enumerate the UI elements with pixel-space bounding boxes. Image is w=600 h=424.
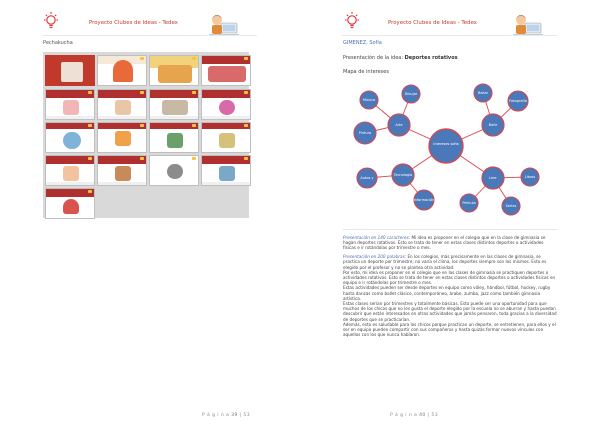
node-label: Baile — [488, 123, 498, 127]
paragraph-lead: Presentación en 140 caracteres: — [343, 235, 411, 240]
center-label: Intereses sofia — [433, 142, 459, 146]
node-label: Información — [413, 198, 435, 202]
slide-thumbnail[interactable] — [45, 155, 95, 186]
node-label: Libros — [524, 175, 536, 179]
page-footer: P á g i n a 39 | 53 — [202, 413, 251, 418]
slide-thumbnail[interactable] — [149, 89, 199, 120]
mind-map-center-node — [429, 129, 463, 163]
paragraph-text: Por esto, mi idea es proponer en el colegio que en las clases de gimnasia se practiquen deportes o actividades rotativas. Esto se trata de tener en estas clases distintos deportes o actividades físicas en equipo e ir rotándolas por trimestre o mes. — [343, 269, 556, 286]
slide-thumbnail[interactable] — [45, 89, 95, 120]
slide-thumbnail[interactable] — [201, 155, 251, 186]
page-footer: P á g i n a 40 | 53 — [390, 413, 439, 418]
paragraph-200 — [343, 254, 557, 270]
mind-map-node-musica — [360, 91, 378, 109]
slide-thumbnail[interactable] — [149, 122, 199, 153]
lightbulb-icon — [42, 11, 60, 31]
slide-thumbnail[interactable] — [97, 155, 147, 186]
node-label: Series — [505, 204, 517, 208]
node-label: Leer — [489, 176, 497, 180]
node-label: Bailar — [477, 91, 489, 95]
mind-map-node-pintura — [354, 122, 376, 144]
mind-map-node-leer — [482, 167, 504, 189]
text-divider — [343, 229, 557, 230]
slide-thumbnail[interactable] — [201, 89, 251, 120]
slide-thumbnail[interactable] — [201, 55, 251, 86]
mind-map-node-baile — [482, 114, 504, 136]
section-label: Pechakucha — [43, 40, 73, 46]
paragraph-text: Mi idea es proponer en el colegio que en la clase de gimnasia se hagan deportes rotativos. Esto se trata de tener en estas clases distintos deportes o actividades físicas e ir rotándolas por trimestre o mes. — [343, 235, 546, 251]
body-text — [343, 235, 557, 337]
slide-thumbnail[interactable] — [45, 122, 95, 153]
presentation-prefix: Presentación de la idea: — [343, 55, 405, 61]
header-title: Proyecto Clubes de Ideas - Tedex — [89, 20, 178, 26]
mind-map-node-fotografia — [508, 91, 528, 111]
paragraph-200-cont — [343, 322, 557, 338]
paragraph-text: Además, esto es saludable para los chicos porque practican un deporte, se entretienen, para ellos y el ser en equipo pueden compartir con sus compañeros y hasta quizás formar nuevos vínculos con aquellos con los que nunca hablaron. — [343, 321, 556, 338]
slide-thumbnail[interactable] — [201, 122, 251, 153]
student-computer-illustration — [207, 10, 241, 38]
paragraph-text: Estas actividades pueden ser desde deportes en equipo como vóley, hándbol, fútbol, hockey, rugby hasta danzas como ballet clásico, contemporáneo, árabe, zumba, jazz como también gimnasia artística. — [343, 285, 551, 301]
mind-map-node-tecnologia — [392, 164, 414, 186]
mind-map-node-arte — [388, 114, 410, 136]
mind-map-node-informacion — [414, 190, 435, 210]
node-label: Dibujar — [404, 92, 418, 96]
slide-thumbnail[interactable] — [97, 89, 147, 120]
header-divider — [42, 35, 257, 36]
mind-map-node-dibujar — [402, 85, 420, 103]
pechakucha-thumbnail-grid — [43, 52, 249, 218]
node-label: Arte — [395, 123, 403, 127]
paragraph-200-cont — [343, 285, 557, 301]
page-total: 53 — [431, 413, 439, 418]
student-computer-illustration — [511, 10, 545, 38]
footer-label: P á g i n a — [390, 413, 418, 418]
mind-map-node-autos — [357, 168, 377, 188]
page-number: 39 — [231, 413, 238, 418]
page-total: 53 — [243, 413, 251, 418]
mind-map-node-series — [502, 197, 520, 215]
paragraph-140 — [343, 235, 557, 251]
paragraph-lead: Presentación en 200 palabras: — [343, 254, 407, 260]
node-label: Película — [462, 201, 476, 205]
node-label: Fotografía — [509, 99, 527, 103]
mind-map-node-bailar — [474, 84, 492, 102]
paragraph-text: Estas clases serían por trimestres y totalmente básicas. Esto puede ser una oportunidad para que muchos de los chicos que no les gusta el deporte elegido por la escuela no se aburran y hasta puedan descubrir que están interesados en otras actividades que jamás pensaron, toda gracias a la diversidad de deportes que se practicarían. — [343, 301, 557, 322]
slide-thumbnail[interactable] — [45, 55, 95, 86]
paragraph-200-cont — [343, 301, 557, 322]
slide-thumbnail[interactable] — [149, 55, 199, 86]
node-label: Autos y — [360, 176, 374, 180]
slide-thumbnail[interactable] — [97, 55, 147, 86]
page-number: 40 — [419, 413, 426, 418]
node-label: Música — [362, 98, 376, 102]
interest-mind-map — [343, 82, 554, 223]
slide-thumbnail[interactable] — [45, 188, 95, 219]
mind-map-node-pelicula — [460, 194, 478, 212]
header-divider — [342, 35, 557, 36]
paragraph-200-cont — [343, 270, 557, 286]
paragraph-text: En los colegios, más precisamente en las clases de gimnasia, se practica un deporte por trimestre; no varía el clima, los deportes siempre son los mismos. Esto es elegido por el profesor y no se plantea otra actividad. — [343, 254, 547, 270]
footer-label: P á g i n a — [202, 413, 230, 418]
node-label: Pintura — [358, 131, 372, 135]
presentation-line — [343, 55, 458, 61]
header-title: Proyecto Clubes de Ideas - Tedex — [388, 20, 477, 26]
author-name: GIMENEZ, Sofía — [343, 40, 382, 46]
node-label: Tecnología — [393, 173, 413, 177]
mind-map-node-libros — [521, 168, 539, 186]
presentation-title: Deportes rotativos — [404, 55, 458, 61]
slide-thumbnail[interactable] — [97, 122, 147, 153]
mapa-label: Mapa de intereses — [343, 69, 389, 75]
slide-thumbnail[interactable] — [149, 155, 199, 186]
lightbulb-icon — [343, 11, 361, 31]
